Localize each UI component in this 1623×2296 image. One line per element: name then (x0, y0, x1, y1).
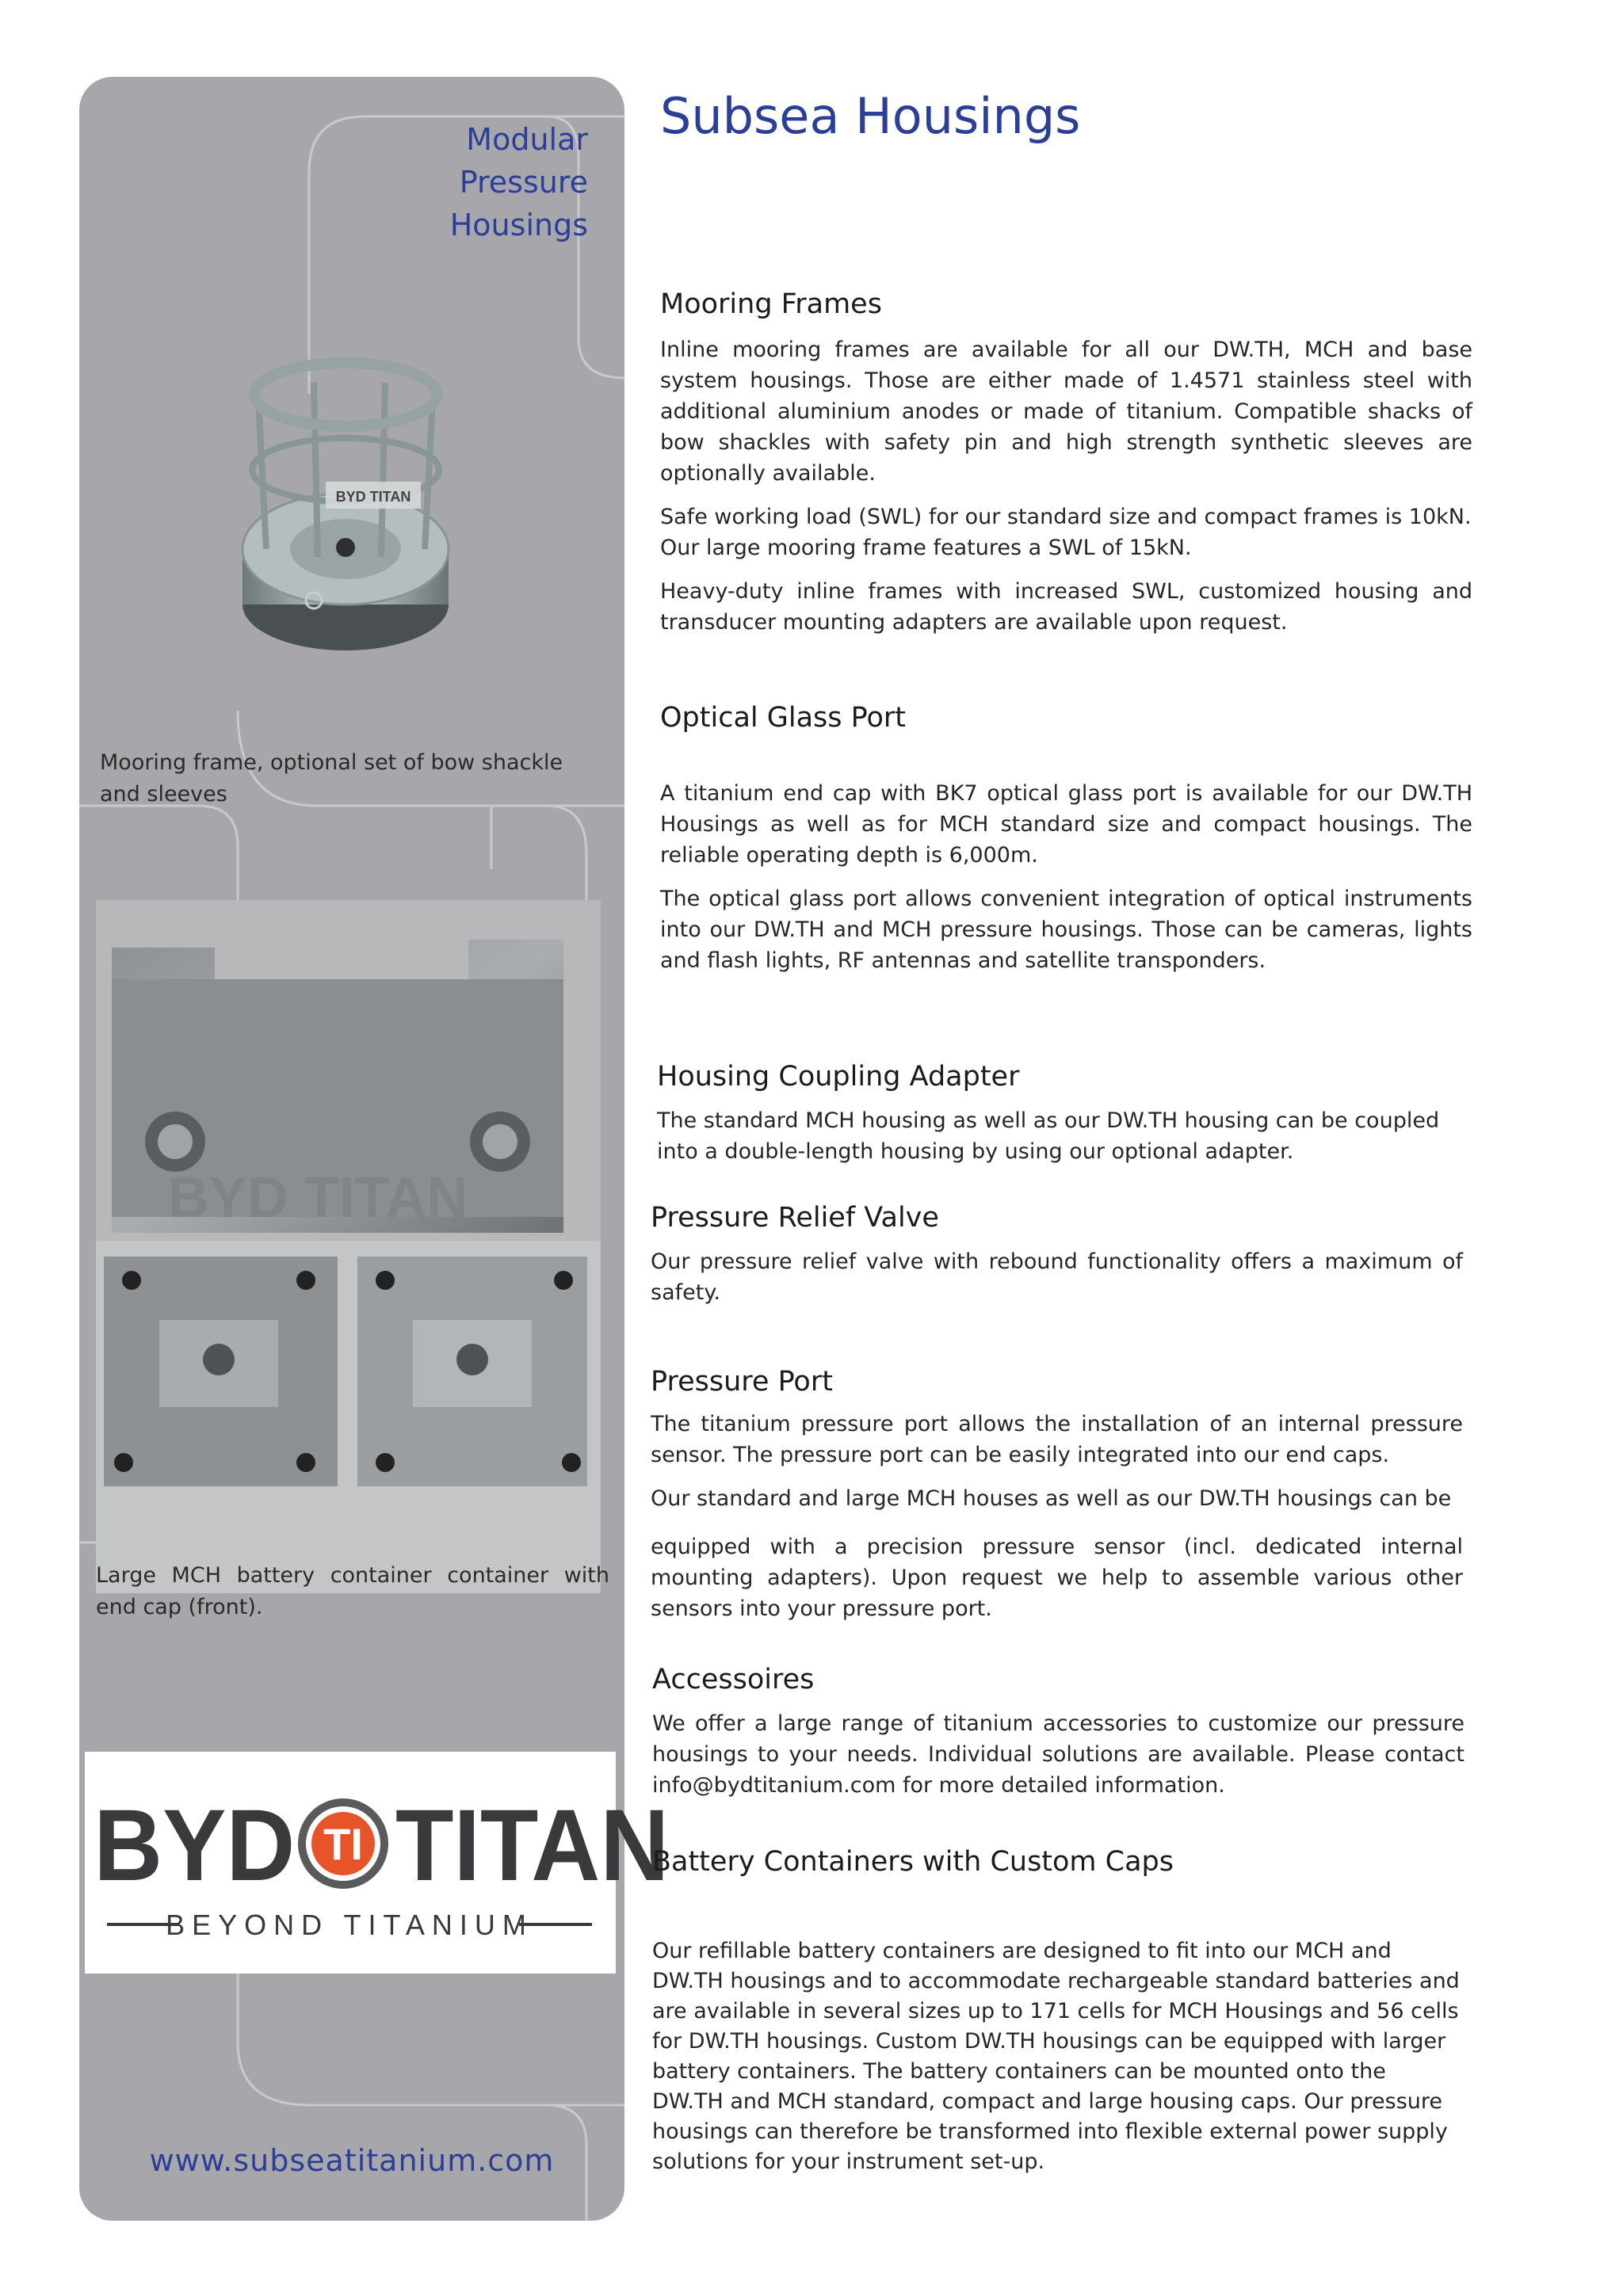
section-heading: Pressure Relief Valve (651, 1202, 939, 1234)
section-paragraph: A titanium end cap with BK7 optical glass port is available for our DW.TH Housings as well as for MCH standard size and compact housings. The reliable operating depth is 6,000m. (660, 781, 1472, 868)
section-paragraph: The titanium pressure port allows the installation of an internal pressure sensor. The pressure port can be easily integrated into our end caps. (651, 1412, 1463, 1467)
section-optical-glass-port (660, 699, 1472, 989)
section-paragraph: Safe working load (SWL) for our standard size and compact frames is 10kN. Our large mooring frame features a SWL of 15kN. (660, 505, 1472, 560)
sidebar-title (350, 118, 588, 246)
section-paragraph: We offer a large range of titanium accessories to customize our pressure housings to your needs. Individual solutions are available. Please contact info@bydtitanium.com for more detailed information. (652, 1711, 1465, 1798)
frame-photo-watermark: BYD TITAN (335, 489, 411, 505)
logo-left-word: BYD (94, 1789, 296, 1902)
section-heading: Pressure Port (651, 1366, 833, 1398)
mooring-frame-caption: Mooring frame, optional set of bow shackle and sleeves (100, 750, 563, 807)
section-paragraph: Our refillable battery containers are designed to fit into our MCH and DW.TH housings and to accommodate rechargeable standard batteries and are available in several sizes up to 171 cells for MCH Housings and 56 cells for DW.TH housings. Custom DW.TH housings can be equipped with larger battery containers. The battery containers can be mounted onto the DW.TH and MCH standard, compact and large housing caps. Our pressure housings can therefore be transformed into flexible external power supply solutions for your instrument set-up. (652, 1939, 1460, 2174)
section-paragraph: equipped with a precision pressure sensor (incl. dedicated internal mounting adapters). Upon request we help to assemble various other sensors into your pressure port. (651, 1535, 1463, 1621)
section-heading: Accessoires (652, 1664, 815, 1695)
sidebar-panel (79, 77, 670, 2221)
section-paragraph: Our standard and large MCH houses as well as our DW.TH housings can be (651, 1486, 1452, 1511)
battery-container-caption: Large MCH battery container container with end cap (front). (96, 1563, 609, 1619)
section-paragraph: The standard MCH housing as well as our DW.TH housing can be coupled into a double-length housing by using our optional adapter. (657, 1108, 1440, 1164)
section-accessoires (652, 1661, 1465, 1814)
logo-center-letters: TI (323, 1819, 363, 1869)
logo-tagline: BEYOND TITANIUM (166, 1909, 533, 1941)
section-paragraph: Heavy-duty inline frames with increased SWL, customized housing and transducer mounting adapters are available upon request. (660, 579, 1472, 635)
website-link[interactable]: www.subseatitanium.com (149, 2143, 555, 2178)
battery-container-photo (96, 900, 601, 1593)
logo-right-word: TITAN (395, 1789, 670, 1902)
section-heading: Optical Glass Port (660, 702, 907, 734)
section-heading: Battery Containers with Custom Caps (652, 1846, 1174, 1878)
sidebar-title-line-3: Housings (449, 208, 588, 242)
company-logo (85, 1752, 670, 1974)
section-paragraph: Inline mooring frames are available for all our DW.TH, MCH and base system housings. Those are either made of 1.4571 stainless steel with additional aluminium anodes or made of titanium. Compatible shacks of bow shackles with safety pin and high strength synthetic sleeves are optionally available. (660, 338, 1472, 486)
section-paragraph: The optical glass port allows convenient integration of optical instruments into our DW.TH and MCH pressure housings. Those can be cameras, lights and flash lights, RF antennas and satellite transponders. (660, 887, 1472, 973)
sidebar-title-line-2: Pressure (459, 165, 588, 200)
sidebar-title-line-1: Modular (466, 122, 588, 157)
section-battery-containers (652, 1843, 1461, 2190)
section-heading: Mooring Frames (660, 288, 882, 320)
section-heading: Housing Coupling Adapter (657, 1061, 1020, 1093)
section-pressure-port (651, 1363, 1463, 1637)
section-paragraph: Our pressure relief valve with rebound functionality offers a maximum of safety. (651, 1249, 1463, 1305)
page-title: Subsea Housings (660, 87, 1081, 145)
section-housing-coupling-adapter (657, 1058, 1469, 1180)
mooring-frame-photo (227, 351, 464, 660)
container-photo-watermark: BYD TITAN (167, 1166, 468, 1230)
section-mooring-frames (660, 285, 1472, 650)
section-pressure-relief-valve (651, 1199, 1463, 1321)
